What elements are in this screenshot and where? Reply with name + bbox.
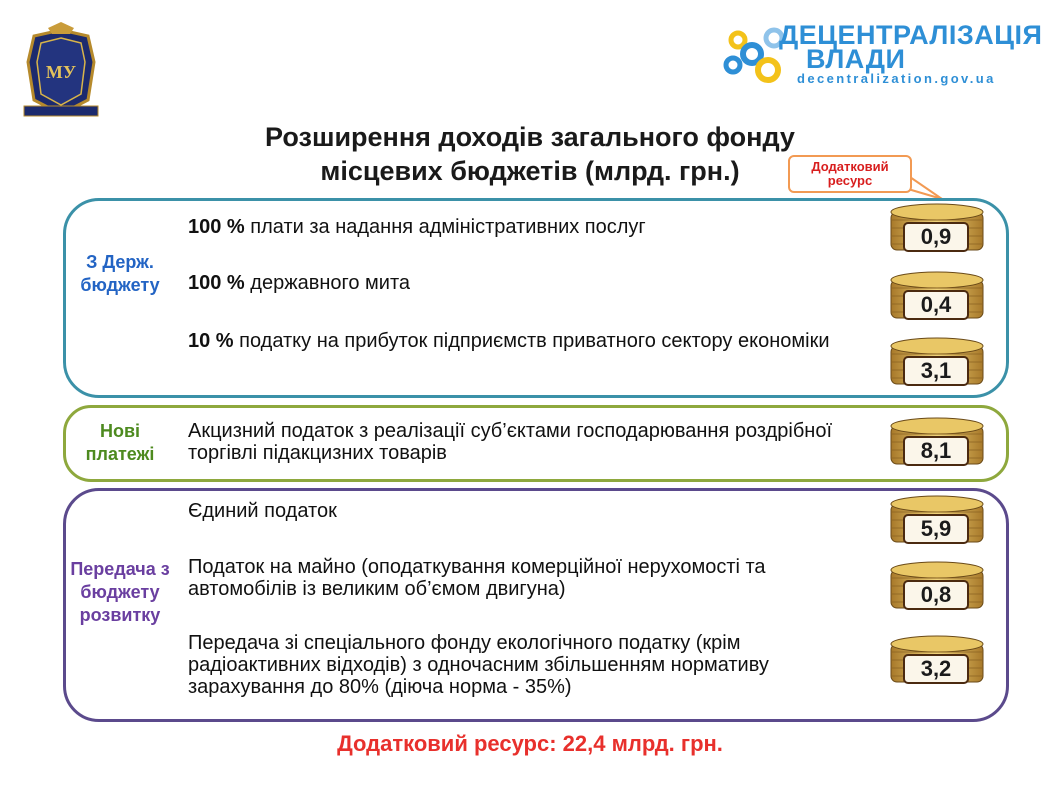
revenue-item bbox=[188, 216, 868, 238]
revenue-item: Єдиний податок bbox=[188, 500, 337, 522]
group-label-state-budget: З Держ. бюджету bbox=[80, 252, 160, 295]
coin-value: 8,1 bbox=[903, 436, 969, 466]
logo-title-line2: ВЛАДИ bbox=[806, 44, 906, 74]
coin-stack-icon bbox=[888, 270, 986, 322]
slide-title-line1: Розширення доходів загального фонду bbox=[265, 122, 795, 152]
revenue-item: Передача зі спеціального фонду екологічного податку (крім радіоактивних відходів) з одночасним збільшенням нормативу зарахування до 80% (діюча норма - 35%) bbox=[188, 632, 769, 698]
item-percent: 100 % bbox=[188, 272, 245, 294]
slide-title bbox=[200, 120, 860, 188]
group-label-development-budget: Передача з бюджету розвитку bbox=[70, 559, 170, 625]
coin-stack-icon bbox=[888, 560, 986, 612]
coin-value: 5,9 bbox=[903, 514, 969, 544]
item-text: державного мита bbox=[244, 272, 411, 294]
revenue-item: Податок на майно (оподаткування комерційної нерухомості та автомобілів із великим об’ємом двигуна) bbox=[188, 556, 766, 600]
coin-stack-icon bbox=[888, 494, 986, 546]
emblem-logo bbox=[18, 22, 104, 122]
group-label-new-payments: Нові платежі bbox=[85, 421, 155, 464]
coin-value: 3,1 bbox=[903, 356, 969, 386]
additional-resource-callout: Додатковий ресурс bbox=[788, 155, 912, 193]
logo-title-line1: ДЕЦЕНТРАЛІЗАЦІЯ bbox=[779, 20, 1043, 50]
logo-url: decentralization.gov.ua bbox=[797, 71, 996, 86]
item-text: плати за надання адміністративних послуг bbox=[244, 216, 646, 238]
total-additional-resource: Додатковий ресурс: 22,4 млрд. грн. bbox=[337, 731, 723, 756]
item-percent: 100 % bbox=[188, 216, 245, 238]
coin-value: 0,9 bbox=[903, 222, 969, 252]
coin-stack-icon bbox=[888, 336, 986, 388]
coin-stack-icon bbox=[888, 202, 986, 254]
item-text: податку на прибуток підприємств приватного сектору економіки bbox=[233, 330, 830, 352]
coin-value: 0,8 bbox=[903, 580, 969, 610]
revenue-item: Акцизний податок з реалізації суб’єктами господарювання роздрібної торгівлі підакцизних товарів bbox=[188, 420, 832, 464]
revenue-item bbox=[188, 272, 868, 294]
coin-value: 3,2 bbox=[903, 654, 969, 684]
emblem-letters: МУ bbox=[45, 62, 77, 82]
slide-title-line2: місцевих бюджетів (млрд. грн.) bbox=[320, 156, 740, 186]
coin-stack-icon bbox=[888, 416, 986, 468]
coin-value: 0,4 bbox=[903, 290, 969, 320]
item-percent: 10 % bbox=[188, 330, 234, 352]
coin-stack-icon bbox=[888, 634, 986, 686]
revenue-item bbox=[188, 330, 868, 352]
